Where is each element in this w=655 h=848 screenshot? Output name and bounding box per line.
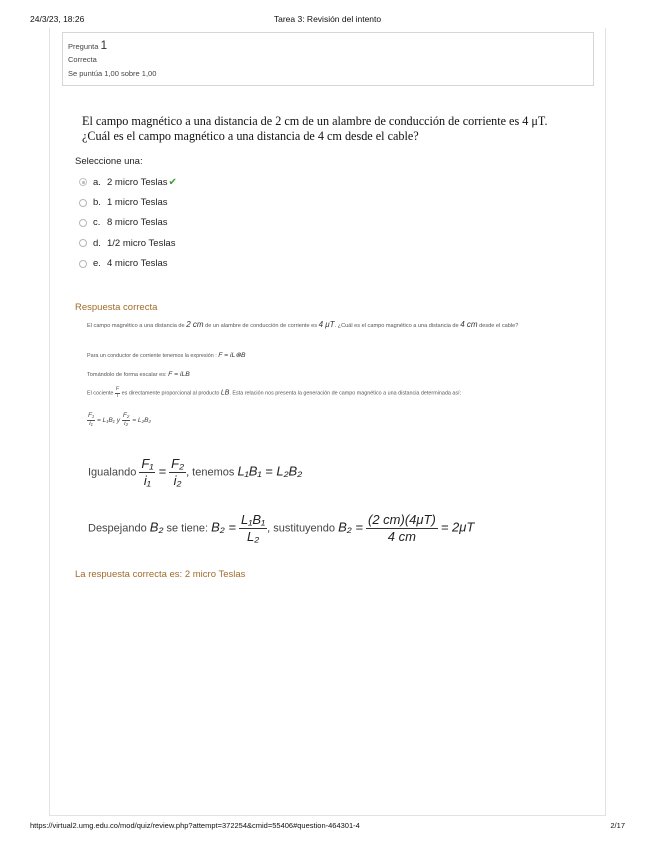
fraction <box>115 387 120 399</box>
fraction <box>169 456 186 489</box>
answer-text: 1/2 micro Teslas <box>107 237 176 249</box>
feedback-relation-line <box>87 413 151 428</box>
answer-letter: c. <box>93 217 101 229</box>
fraction-denominator: i₂ <box>173 472 182 488</box>
equation-text: Igualando <box>88 466 137 479</box>
feedback-restated-question <box>87 320 518 329</box>
feedback-text: desde el cable? <box>479 323 519 329</box>
answer-option-e[interactable] <box>79 254 177 274</box>
question-status: Correcta <box>68 54 97 64</box>
feedback-expression-line <box>87 351 246 359</box>
feedback-math: = L₂B₂ <box>132 417 152 425</box>
fraction <box>139 456 155 489</box>
equation-math: B₂ = <box>338 519 363 535</box>
fraction-numerator: (2 cm)(4μT) <box>368 512 436 527</box>
equation-math: L₁B₁ = L₂B₂ <box>237 463 303 479</box>
feedback-title: Respuesta correcta <box>75 302 158 313</box>
print-footer <box>30 821 625 833</box>
equation-text: Despejando <box>88 522 147 535</box>
feedback-math: LB <box>220 389 230 397</box>
feedback-math: 2 cm <box>186 320 204 329</box>
fraction-denominator: i <box>116 392 119 399</box>
question-info-box <box>62 32 594 86</box>
feedback-text: . Esta relación nos presenta la generación de campo magnético a una distancia determinada así: <box>229 390 462 397</box>
fraction-denominator: i₁ <box>143 472 151 488</box>
equation-equating <box>88 456 302 489</box>
fraction-denominator: i₁ <box>89 419 93 427</box>
feedback-text: El cociente <box>87 390 114 397</box>
fraction-numerator: F₁ <box>88 412 95 419</box>
print-page-number: 2/17 <box>610 821 625 830</box>
answer-letter: e. <box>93 258 101 270</box>
fraction <box>122 413 131 428</box>
question-text <box>82 114 592 144</box>
equation-math: B₂ = <box>211 519 236 535</box>
fraction <box>366 512 438 545</box>
fraction-denominator: L₂ <box>247 528 260 544</box>
answer-prompt: Seleccione una: <box>75 156 143 167</box>
answer-list <box>79 172 177 274</box>
feedback-text: Tomándolo de forma escalar es: <box>87 372 167 378</box>
equation-text: se tiene: <box>166 522 209 535</box>
print-url: https://virtual2.umg.edu.co/mod/quiz/review.php?attempt=372254&cmid=55406#question-464301-4 <box>30 821 360 830</box>
print-header <box>30 14 625 28</box>
radio-button[interactable] <box>79 219 87 227</box>
fraction-numerator: F₂ <box>122 412 130 419</box>
correct-answer-text: La respuesta correcta es: 2 micro Teslas <box>75 569 246 580</box>
answer-option-b[interactable] <box>79 192 177 212</box>
print-title: Tarea 3: Revisión del intento <box>273 14 382 24</box>
feedback-text: . ¿Cuál es el campo magnético a una distancia de <box>334 323 459 329</box>
answer-option-c[interactable] <box>79 213 177 233</box>
answer-text: 8 micro Teslas <box>107 217 168 229</box>
feedback-math: = L₁B₁ y <box>96 417 120 425</box>
feedback-text: Para un conductor de corriente tenemos la expresión : <box>87 353 217 359</box>
answer-letter: d. <box>93 237 101 249</box>
fraction-numerator: F₂ <box>171 456 185 471</box>
equation-solving <box>88 512 474 545</box>
fraction <box>87 413 95 428</box>
equation-text: , sustituyendo <box>267 522 336 535</box>
feedback-scalar-line <box>87 371 190 378</box>
feedback-math: 4 μT <box>318 320 335 329</box>
radio-button[interactable] <box>79 239 87 247</box>
feedback-text: de un alambre de conducción de corriente es <box>205 323 318 329</box>
answer-letter: a. <box>93 176 101 188</box>
answer-text: 2 micro Teslas <box>107 176 168 188</box>
question-label: Pregunta <box>68 42 99 51</box>
fraction-denominator: i₂ <box>124 419 129 427</box>
answer-letter: b. <box>93 197 101 209</box>
answer-text: 4 micro Teslas <box>107 258 168 270</box>
feedback-math: 4 cm <box>460 320 478 329</box>
radio-button-selected[interactable] <box>79 178 87 186</box>
fraction-numerator: L₁B₁ <box>241 512 266 527</box>
fraction-denominator: 4 cm <box>387 528 416 544</box>
equation-math: = <box>158 463 167 479</box>
check-icon: ✔ <box>168 176 177 188</box>
print-datetime: 24/3/23, 18:26 <box>30 14 85 24</box>
fraction-numerator: F₁ <box>141 456 154 471</box>
answer-option-d[interactable] <box>79 233 177 253</box>
fraction-numerator: F <box>115 386 120 392</box>
radio-button[interactable] <box>79 199 87 207</box>
feedback-text: El campo magnético a una distancia de <box>87 323 185 329</box>
equation-text: , tenemos <box>186 466 235 479</box>
answer-text: 1 micro Teslas <box>107 197 168 209</box>
equation-math: B₂ <box>149 519 164 535</box>
feedback-math: F = iLB <box>168 371 190 378</box>
question-score: Se puntúa 1,00 sobre 1,00 <box>68 69 157 78</box>
answer-option-a[interactable] <box>79 172 177 192</box>
question-number: 1 <box>100 38 108 52</box>
feedback-text: es directamente proporcional al producto <box>121 390 220 397</box>
fraction <box>239 512 267 545</box>
feedback-math: F = iL⊗B <box>218 352 246 359</box>
feedback-ratio-line <box>87 387 461 399</box>
question-text-line-2: ¿Cuál es el campo magnético a una distancia de 4 cm desde el cable? <box>82 129 419 143</box>
equation-math: = 2μT <box>440 519 475 535</box>
question-text-line-1: El campo magnético a una distancia de 2 cm de un alambre de conducción de corriente es 4 μT. <box>82 114 548 128</box>
radio-button[interactable] <box>79 260 87 268</box>
